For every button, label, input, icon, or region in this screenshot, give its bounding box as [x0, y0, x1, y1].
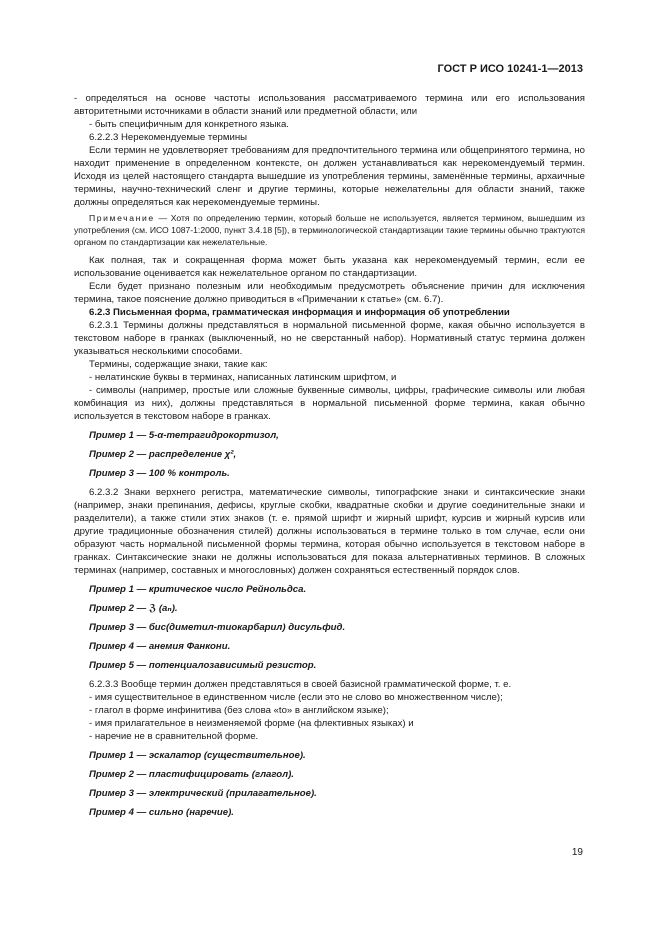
paragraph-text: Термины, содержащие знаки, такие как:	[89, 359, 268, 370]
paragraph-text: Пример 1 — 5-α-тетрагидрокортизол,	[89, 430, 279, 441]
paragraph	[74, 691, 585, 704]
paragraph-text: Пример 3 — бис(диметил-тиокарбарил) дисульфид.	[89, 622, 346, 633]
example-line	[74, 621, 585, 634]
paragraph-text: Пример 3 — электрический (прилагательное).	[89, 788, 317, 799]
example-line	[74, 659, 585, 672]
paragraph-text: Пример 4 — анемия Фанкони.	[89, 641, 231, 652]
paragraph-text: Пример 2 — пластифицировать (глагол).	[89, 769, 294, 780]
paragraph	[74, 358, 585, 371]
page-number: 19	[571, 847, 583, 858]
paragraph-text: - определяться на основе частоты использования рассматриваемого термина или его использования авторитетными источниками в области знаний или предметной области, или	[74, 93, 585, 117]
example-line	[74, 768, 585, 781]
paragraph	[74, 384, 585, 423]
paragraph-text: - быть специфичным для конкретного языка.	[89, 119, 289, 130]
paragraph-text: Пример 1 — критическое число Рейнольдса.	[89, 584, 307, 595]
paragraph-text: Пример 1 — эскалатор (существительное).	[89, 750, 306, 761]
paragraph	[74, 486, 585, 577]
example-line	[74, 448, 585, 461]
paragraph-text: - символы (например, простые или сложные буквенные символы, цифры, графические символы или любая комбинация из них), должны представляться в нормальной письменной форме термина, какая обычно используется в текстовом наборе в гранках.	[74, 385, 585, 422]
paragraph	[74, 371, 585, 384]
paragraph-text: Пример 4 — сильно (наречие).	[89, 807, 234, 818]
paragraph	[74, 678, 585, 691]
example-line	[74, 467, 585, 480]
paragraph-text: Пример 5 — потенциалозависимый резистор.	[89, 660, 317, 671]
paragraph-text: - наречие не в сравнительной форме.	[89, 731, 259, 742]
paragraph-text: — Хотя по определению термин, который больше не используется, является термином, вышедшим из употребления (см. ИСО 1087-1:2000, пункт 3.4.18 [5]), в терминологической стандартизации такие термины обычно трактуются органом по стандартизации как нежелательные.	[74, 213, 585, 247]
example-line	[74, 749, 585, 762]
paragraph	[74, 319, 585, 358]
document-header: ГОСТ Р ИСО 10241-1—2013	[437, 63, 583, 75]
paragraph	[74, 730, 585, 743]
paragraph	[74, 717, 585, 730]
paragraph-text: - нелатинские буквы в терминах, написанных латинским шрифтом, и	[89, 372, 397, 383]
section-heading	[74, 306, 585, 319]
example-line	[74, 602, 585, 615]
paragraph	[74, 131, 585, 144]
example-line	[74, 640, 585, 653]
note-label: Примечание	[89, 213, 155, 223]
paragraph	[74, 92, 585, 118]
paragraph	[74, 118, 585, 131]
paragraph	[74, 704, 585, 717]
paragraph-text: Как полная, так и сокращенная форма может быть указана как нерекомендуемый термин, если ее использование оценивается как нежелательное органом по стандартизации.	[74, 255, 585, 279]
paragraph-text: 6.2.3.2 Знаки верхнего регистра, математические символы, типографские знаки и синтаксические знаки (например, знаки препинания, дефисы, круглые скобки, квадратные скобки и другие соединительные знаки и разделители), а также стили этих знаков (т. е. прямой шрифт и жирный шрифт, курсив и жирный курсив или другие традиционные обозначения стилей) должны использоваться в термине только в том случае, если они образуют часть нормальной письменной формы термина, которая обычно используется в текстовом наборе в гранках. Синтаксические знаки не должны использоваться для показа альтернативных терминов. В сложных терминах (например, составных и многословных) должен сохраняться естественный порядок слов.	[74, 487, 585, 576]
paragraph-text: Пример 2 — распределение χ²,	[89, 449, 237, 460]
paragraph-text: 6.2.2.3 Нерекомендуемые термины	[89, 132, 248, 143]
paragraph	[74, 280, 585, 306]
paragraph	[74, 254, 585, 280]
paragraph-text: Пример 3 — 100 % контроль.	[89, 468, 230, 479]
paragraph-text: 6.2.3.1 Термины должны представляться в нормальной письменной форме, какая обычно используется в текстовом наборе в гранках (выключенный, но не сверстанный набор). Нормативный статус термина должен указываться несколькими способами.	[74, 320, 585, 357]
paragraph-text: 6.2.3.3 Вообще термин должен представляться в своей базисной грамматической форме, т. е.	[89, 679, 512, 690]
paragraph-text: Если будет признано полезным или необходимым предусмотреть объяснение причин для исключения термина, такое пояснение должно приводиться в «Примечании к статье» (см. 6.7).	[74, 281, 585, 305]
paragraph-text: Пример 2 — ℨ (aₙ).	[89, 603, 178, 614]
example-line	[74, 429, 585, 442]
paragraph-text: Если термин не удовлетворяет требованиям для предпочтительного термина или общепринятого термина, но находит применение в определенном контексте, он должен устанавливаться как нерекомендуемый термин. Исходя из целей настоящего стандарта вышедшие из употребления термины, заменённые термины, архаичные термины, научно-технический сленг и другие термины, которые нежелательны для области знаний, также должны определяться как нерекомендуемые термины.	[74, 145, 585, 208]
example-line	[74, 583, 585, 596]
document-body	[74, 92, 585, 825]
note-paragraph	[74, 212, 585, 248]
paragraph-text: - имя существительное в единственном числе (если это не слово во множественном числе);	[89, 692, 503, 703]
paragraph-text: - имя прилагательное в неизменяемой форме (на флективных языках) и	[89, 718, 414, 729]
paragraph-text: - глагол в форме инфинитива (без слова «to» в английском языке);	[89, 705, 389, 716]
paragraph	[74, 144, 585, 209]
example-line	[74, 806, 585, 819]
paragraph-text: 6.2.3 Письменная форма, грамматическая информация и информация об употреблении	[89, 307, 510, 318]
example-line	[74, 787, 585, 800]
